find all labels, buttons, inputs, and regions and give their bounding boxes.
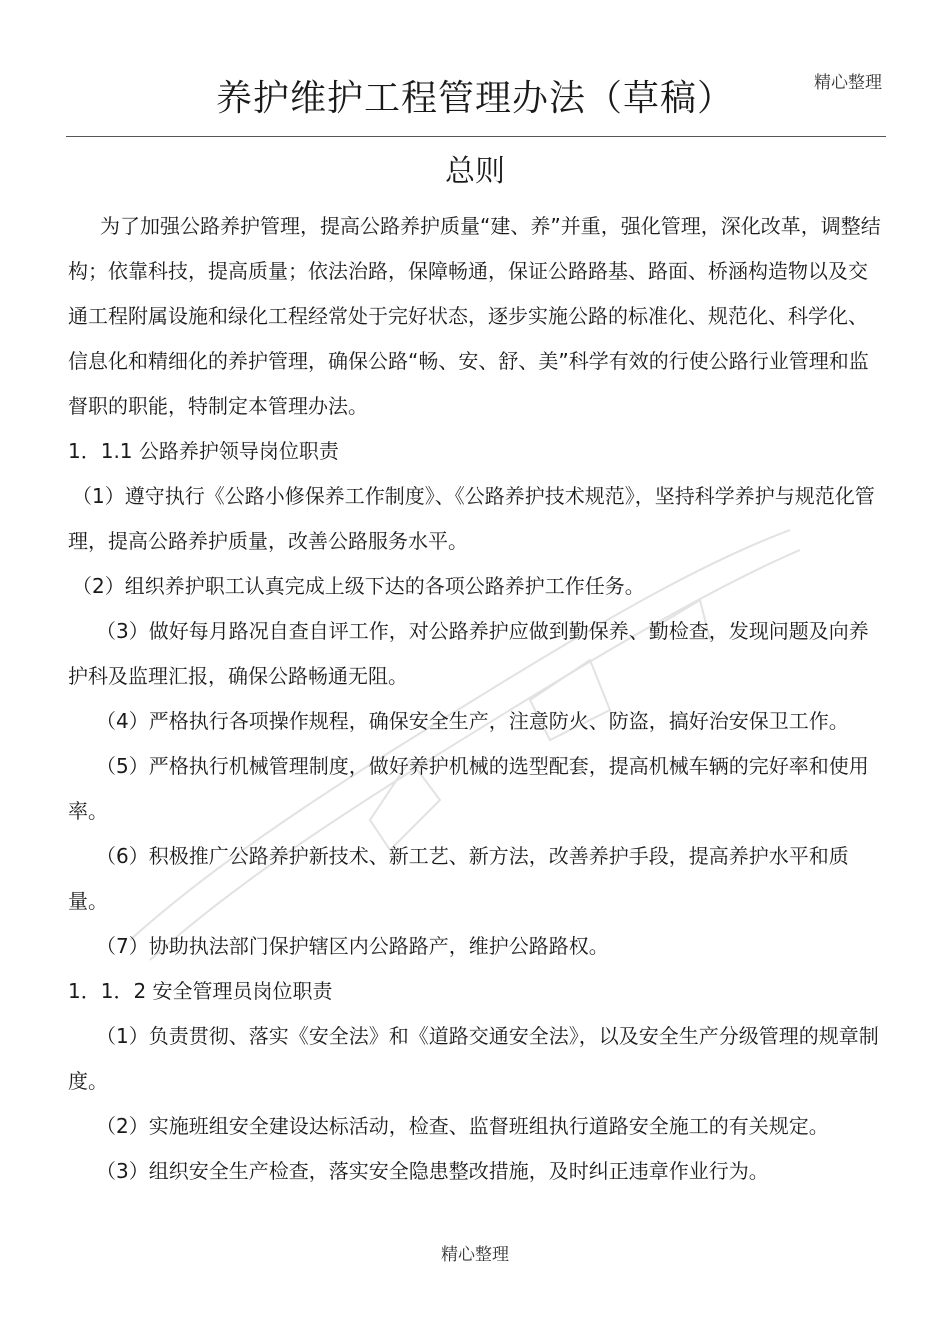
list-item: （4）严格执行各项操作规程，确保安全生产，注意防火、防盗，搞好治安保卫工作。 <box>96 709 849 733</box>
list-item: （1）负责贯彻、落实《安全法》和《道路交通安全法》，以及安全生产分级管理的规章制度。 <box>68 1024 879 1093</box>
list-item: （7）协助执法部门保护辖区内公路路产，维护公路路权。 <box>96 934 609 958</box>
list-item: （3）做好每月路况自查自评工作，对公路养护应做到勤保养、勤检查，发现问题及向养护科及监理汇报，确保公路畅通无阻。 <box>68 619 869 688</box>
list-item: （2）组织养护职工认真完成上级下达的各项公路养护工作任务。 <box>72 574 645 598</box>
header-note: 精心整理 <box>814 73 882 93</box>
list-item: （6）积极推广公路养护新技术、新工艺、新方法，改善养护手段，提高养护水平和质量。 <box>68 844 849 913</box>
section-heading: 1．1．2 安全管理员岗位职责 <box>68 979 333 1003</box>
list-item: （1）遵守执行《公路小修保养工作制度》、《公路养护技术规范》，坚持科学养护与规范化管理，提高公路养护质量，改善公路服务水平。 <box>68 484 875 553</box>
list-item: （5）严格执行机械管理制度，做好养护机械的选型配套，提高机械车辆的完好率和使用率。 <box>68 754 869 823</box>
section-title: 总则 <box>445 154 505 189</box>
list-item: （3）组织安全生产检查，落实安全隐患整改措施，及时纠正违章作业行为。 <box>96 1159 769 1183</box>
footer-note: 精心整理 <box>441 1245 509 1265</box>
list-item: （2）实施班组安全建设达标活动，检查、监督班组执行道路安全施工的有关规定。 <box>96 1114 829 1138</box>
document-title: 养护维护工程管理办法（草稿） <box>215 78 734 119</box>
section-heading: 1．1.1 公路养护领导岗位职责 <box>68 439 339 463</box>
intro-paragraph: 为了加强公路养护管理，提高公路养护质量“建、养”并重，强化管理，深化改革，调整结构；依靠科技，提高质量；依法治路，保障畅通，保证公路路基、路面、桥涵构造物以及交通工程附属设施和绿化工程经常处于完好状态，逐步实施公路的标准化、规范化、科学化、信息化和精细化的养护管理，确保公路“畅、安、舒、美”科学有效的行使公路行业管理和监督职的职能，特制定本管理办法。 <box>68 214 881 418</box>
title-divider <box>66 136 886 137</box>
document-body <box>68 204 884 1194</box>
